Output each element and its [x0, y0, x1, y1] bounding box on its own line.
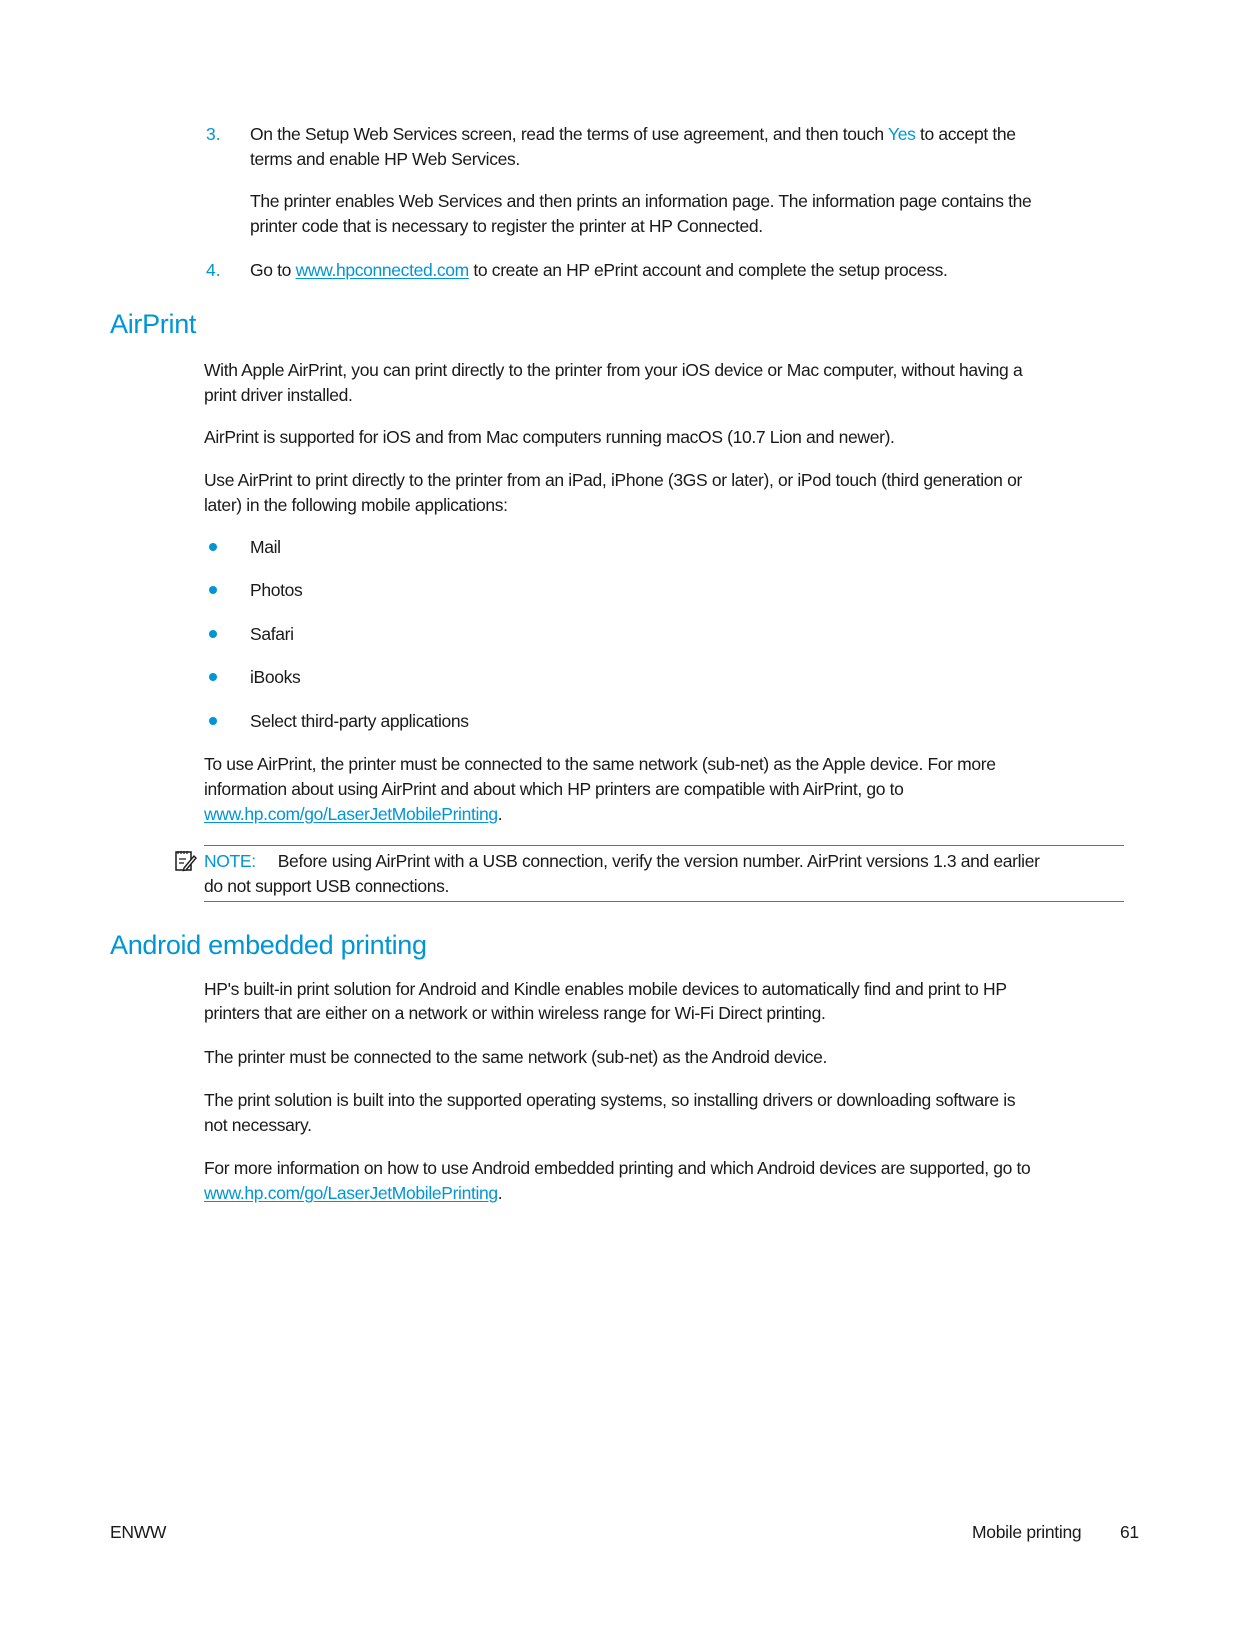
android-para-3-line-1: The print solution is built into the supported operating systems, so installing drivers or downloading software is: [204, 1090, 1016, 1110]
note-line-1: [204, 849, 1040, 874]
yes-button-reference: Yes: [887, 124, 916, 144]
period: .: [497, 804, 503, 824]
airprint-para-4-line-1: To use AirPrint, the printer must be connected to the same network (sub-net) as the Apple device. For more: [204, 754, 996, 774]
android-laserjet-mobile-printing-link[interactable]: www.hp.com/go/LaserJetMobilePrinting: [204, 1183, 498, 1203]
step-3-line-2: terms and enable HP Web Services.: [250, 149, 520, 169]
note-bottom-rule: [204, 901, 1124, 902]
android-para-1-line-1: HP's built-in print solution for Android and Kindle enables mobile devices to automatically find and print to HP: [204, 979, 1007, 999]
footer-section-title: Mobile printing: [972, 1522, 1082, 1542]
step-3-text: On the Setup Web Services screen, read the terms of use agreement, and then touch: [250, 124, 888, 144]
airprint-para-3-line-2: later) in the following mobile applications:: [204, 495, 508, 515]
bullet-icon: [209, 586, 217, 594]
step-4-post: to create an HP ePrint account and complete the setup process.: [468, 260, 948, 280]
step-3-result-line-1: The printer enables Web Services and then prints an information page. The information page contains the: [250, 191, 1032, 211]
list-item: Photos: [250, 580, 303, 600]
android-para-4-line-2: [204, 1181, 502, 1206]
airprint-para-4-line-2: information about using AirPrint and about which HP printers are compatible with AirPrint, go to: [204, 779, 904, 799]
list-item: Safari: [250, 624, 294, 644]
list-item: iBooks: [250, 667, 301, 687]
airprint-para-1-line-2: print driver installed.: [204, 385, 353, 405]
step-3-result-line-2: printer code that is necessary to register the printer at HP Connected.: [250, 216, 763, 236]
bullet-icon: [209, 673, 217, 681]
list-item: Select third-party applications: [250, 711, 469, 731]
step-number-4: 4.: [206, 260, 221, 280]
android-para-3-line-2: not necessary.: [204, 1115, 312, 1135]
note-pencil-icon: [174, 849, 198, 873]
airprint-para-3-line-1: Use AirPrint to print directly to the printer from an iPad, iPhone (3GS or later), or iPod touch (third generation or: [204, 470, 1022, 490]
step-3-line-1: [250, 122, 1016, 147]
note-label: NOTE:: [204, 851, 256, 871]
airprint-para-1-line-1: With Apple AirPrint, you can print directly to the printer from your iOS device or Mac computer, without having a: [204, 360, 1023, 380]
note-line-2: do not support USB connections.: [204, 876, 450, 896]
laserjet-mobile-printing-link[interactable]: www.hp.com/go/LaserJetMobilePrinting: [204, 804, 498, 824]
footer-left-enww: ENWW: [110, 1522, 167, 1542]
note-top-rule: [204, 845, 1124, 846]
airprint-heading: AirPrint: [110, 309, 197, 339]
step-4-pre: Go to: [250, 260, 296, 280]
bullet-icon: [209, 543, 217, 551]
airprint-para-4-line-3: [204, 802, 502, 827]
footer-page-number: 61: [1120, 1522, 1139, 1542]
period: .: [497, 1183, 503, 1203]
bullet-icon: [209, 630, 217, 638]
android-para-4-line-1: For more information on how to use Android embedded printing and which Android devices are supported, go to: [204, 1158, 1031, 1178]
step-4-text: [250, 258, 948, 283]
step-number-3: 3.: [206, 124, 221, 144]
hpconnected-link[interactable]: www.hpconnected.com: [295, 260, 469, 280]
android-para-1-line-2: printers that are either on a network or within wireless range for Wi-Fi Direct printing.: [204, 1003, 826, 1023]
android-para-2: The printer must be connected to the same network (sub-net) as the Android device.: [204, 1047, 828, 1067]
step-3-text-end: to accept the: [915, 124, 1016, 144]
list-item: Mail: [250, 537, 281, 557]
airprint-para-2: AirPrint is supported for iOS and from Mac computers running macOS (10.7 Lion and newer).: [204, 427, 895, 447]
note-text: Before using AirPrint with a USB connection, verify the version number. AirPrint versions 1.3 and earlier: [277, 851, 1040, 871]
bullet-icon: [209, 717, 217, 725]
android-heading: Android embedded printing: [110, 930, 427, 960]
